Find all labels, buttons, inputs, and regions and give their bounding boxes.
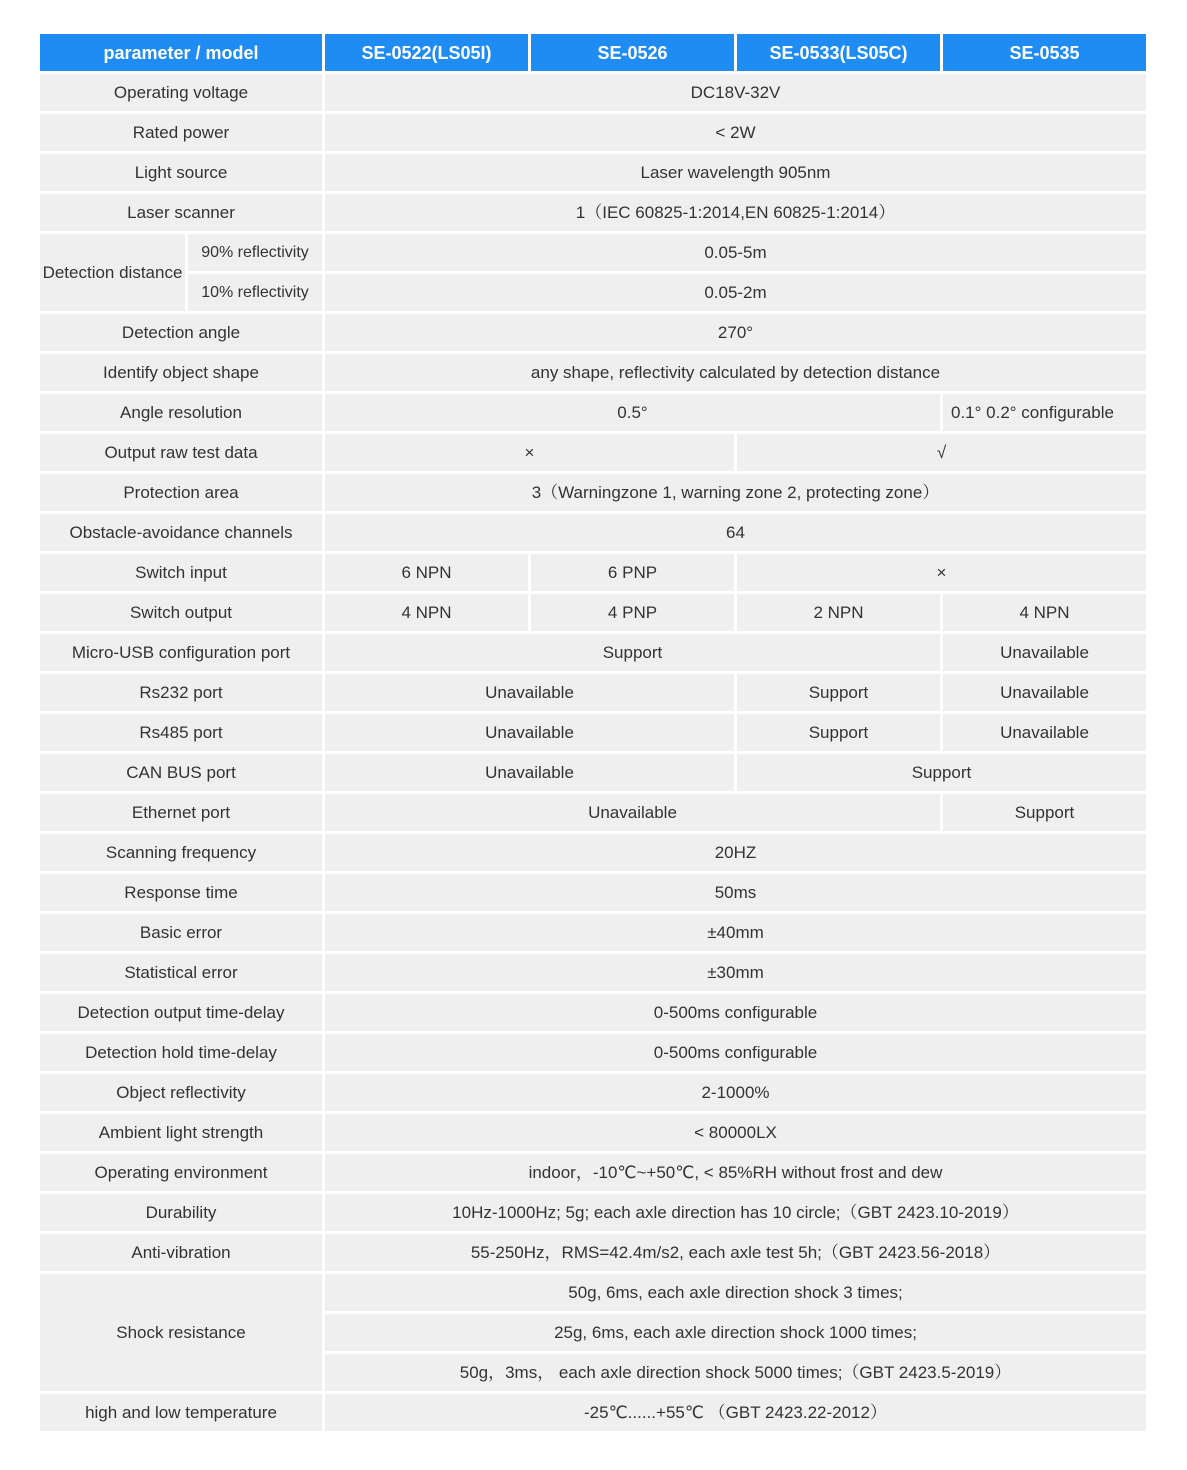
param-value: 6 NPN: [325, 554, 528, 591]
param-value: ×: [325, 434, 734, 471]
row-obstacle-channels: [40, 514, 1146, 551]
param-label: Obstacle-avoidance channels: [40, 514, 322, 551]
param-label: Basic error: [40, 914, 322, 951]
param-value: 50g, 6ms, each axle direction shock 3 times;: [325, 1274, 1146, 1311]
row-hold-time-delay: [40, 1034, 1146, 1071]
param-label: Response time: [40, 874, 322, 911]
param-label: Detection output time-delay: [40, 994, 322, 1031]
param-value: Unavailable: [325, 754, 734, 791]
param-label: Micro-USB configuration port: [40, 634, 322, 671]
param-value: 0.05-2m: [325, 274, 1146, 311]
param-value: 0.05-5m: [325, 234, 1146, 271]
param-label: Rated power: [40, 114, 322, 151]
param-label: Laser scanner: [40, 194, 322, 231]
row-response-time: [40, 874, 1146, 911]
param-value: Unavailable: [943, 634, 1146, 671]
row-rs485: [40, 714, 1146, 751]
row-switch-output: [40, 594, 1146, 631]
row-statistical-error: [40, 954, 1146, 991]
param-value: 4 PNP: [531, 594, 734, 631]
row-micro-usb: [40, 634, 1146, 671]
param-value: 0.5°: [325, 394, 940, 431]
row-rs232: [40, 674, 1146, 711]
param-value: 0-500ms configurable: [325, 994, 1146, 1031]
param-value: 4 NPN: [943, 594, 1146, 631]
param-value: 4 NPN: [325, 594, 528, 631]
param-sublabel: 90% reflectivity: [188, 234, 322, 271]
param-value: 20HZ: [325, 834, 1146, 871]
param-label: Statistical error: [40, 954, 322, 991]
row-shock-resistance-1: [40, 1274, 1146, 1311]
param-value: 10Hz-1000Hz; 5g; each axle direction has 10 circle;（GBT 2423.10-2019）: [325, 1194, 1146, 1231]
header-model-se0526: SE-0526: [531, 34, 734, 71]
row-light-source: [40, 154, 1146, 191]
param-value: 2 NPN: [737, 594, 940, 631]
param-value: Support: [737, 714, 940, 751]
header-model-se0522: SE-0522(LS05I): [325, 34, 528, 71]
param-value: ±30mm: [325, 954, 1146, 991]
row-scanning-frequency: [40, 834, 1146, 871]
param-value: 6 PNP: [531, 554, 734, 591]
param-value: any shape, reflectivity calculated by detection distance: [325, 354, 1146, 391]
param-label: Light source: [40, 154, 322, 191]
row-detection-distance-10: [40, 274, 1146, 311]
param-value: √: [737, 434, 1146, 471]
spec-table: [37, 31, 1149, 1434]
param-value: 2-1000%: [325, 1074, 1146, 1111]
row-switch-input: [40, 554, 1146, 591]
row-durability: [40, 1194, 1146, 1231]
param-value: DC18V-32V: [325, 74, 1146, 111]
param-label: Detection hold time-delay: [40, 1034, 322, 1071]
param-value: 25g, 6ms, each axle direction shock 1000 times;: [325, 1314, 1146, 1351]
param-label: Output raw test data: [40, 434, 322, 471]
param-label: Durability: [40, 1194, 322, 1231]
param-value: 64: [325, 514, 1146, 551]
param-value: < 80000LX: [325, 1114, 1146, 1151]
param-label: Rs485 port: [40, 714, 322, 751]
param-label: Switch input: [40, 554, 322, 591]
param-value: 50ms: [325, 874, 1146, 911]
param-sublabel: 10% reflectivity: [188, 274, 322, 311]
param-value: 55-250Hz，RMS=42.4m/s2, each axle test 5h;（GBT 2423.56-2018）: [325, 1234, 1146, 1271]
row-ambient-light: [40, 1114, 1146, 1151]
param-value: 0.1° 0.2° configurable: [943, 394, 1146, 431]
param-label: Switch output: [40, 594, 322, 631]
param-value: Support: [737, 754, 1146, 791]
param-value: Unavailable: [943, 674, 1146, 711]
param-value: -25℃......+55℃ （GBT 2423.22-2012）: [325, 1394, 1146, 1431]
row-angle-resolution: [40, 394, 1146, 431]
row-operating-environment: [40, 1154, 1146, 1191]
param-label: Rs232 port: [40, 674, 322, 711]
header-row: [40, 34, 1146, 71]
row-output-time-delay: [40, 994, 1146, 1031]
param-label: Angle resolution: [40, 394, 322, 431]
row-temperature: [40, 1394, 1146, 1431]
param-label: Shock resistance: [40, 1274, 322, 1391]
row-can-bus: [40, 754, 1146, 791]
header-model-se0533: SE-0533(LS05C): [737, 34, 940, 71]
param-label: Detection distance: [40, 234, 185, 311]
param-label: Anti-vibration: [40, 1234, 322, 1271]
param-label: Detection angle: [40, 314, 322, 351]
row-detection-angle: [40, 314, 1146, 351]
row-output-raw-data: [40, 434, 1146, 471]
row-operating-voltage: [40, 74, 1146, 111]
param-value: ×: [737, 554, 1146, 591]
param-label: Scanning frequency: [40, 834, 322, 871]
param-label: Operating environment: [40, 1154, 322, 1191]
param-value: Unavailable: [943, 714, 1146, 751]
row-rated-power: [40, 114, 1146, 151]
param-label: CAN BUS port: [40, 754, 322, 791]
param-value: Laser wavelength 905nm: [325, 154, 1146, 191]
param-label: Protection area: [40, 474, 322, 511]
row-laser-scanner: [40, 194, 1146, 231]
param-label: Identify object shape: [40, 354, 322, 391]
row-object-reflectivity: [40, 1074, 1146, 1111]
row-ethernet: [40, 794, 1146, 831]
param-value: Support: [943, 794, 1146, 831]
header-model-se0535: SE-0535: [943, 34, 1146, 71]
param-value: Unavailable: [325, 714, 734, 751]
row-protection-area: [40, 474, 1146, 511]
param-value: Unavailable: [325, 794, 940, 831]
param-value: 270°: [325, 314, 1146, 351]
row-identify-object-shape: [40, 354, 1146, 391]
header-parameter-model: parameter / model: [40, 34, 322, 71]
param-label: Operating voltage: [40, 74, 322, 111]
param-value: Unavailable: [325, 674, 734, 711]
row-detection-distance-90: [40, 234, 1146, 271]
param-value: 50g，3ms， each axle direction shock 5000 times;（GBT 2423.5-2019）: [325, 1354, 1146, 1391]
row-anti-vibration: [40, 1234, 1146, 1271]
param-value: < 2W: [325, 114, 1146, 151]
param-value: Support: [737, 674, 940, 711]
param-value: 1（IEC 60825-1:2014,EN 60825-1:2014）: [325, 194, 1146, 231]
param-value: indoor，-10℃~+50℃, < 85%RH without frost and dew: [325, 1154, 1146, 1191]
param-value: 0-500ms configurable: [325, 1034, 1146, 1071]
param-label: Ambient light strength: [40, 1114, 322, 1151]
param-label: Object reflectivity: [40, 1074, 322, 1111]
param-value: ±40mm: [325, 914, 1146, 951]
param-label: high and low temperature: [40, 1394, 322, 1431]
param-value: 3（Warningzone 1, warning zone 2, protecting zone）: [325, 474, 1146, 511]
row-basic-error: [40, 914, 1146, 951]
param-value: Support: [325, 634, 940, 671]
param-label: Ethernet port: [40, 794, 322, 831]
